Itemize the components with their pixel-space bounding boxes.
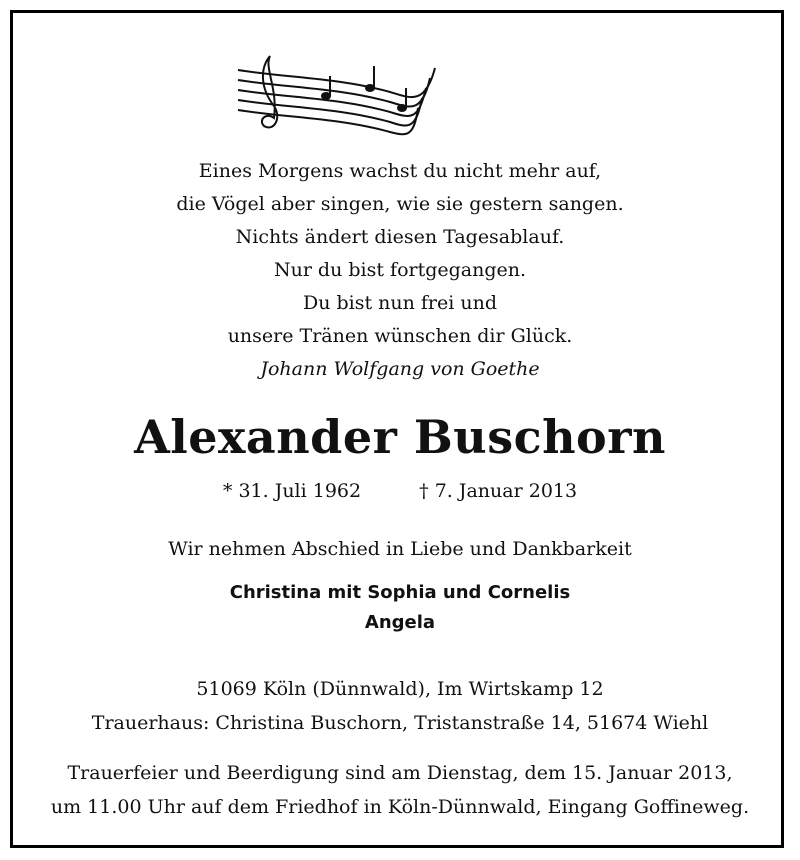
birth-date: * 31. Juli 1962 [222, 480, 362, 502]
death-date: † 7. Januar 2013 [419, 480, 578, 502]
poem-line: unsere Tränen wünschen dir Glück. [227, 325, 573, 347]
poem-line: Nichts ändert diesen Tagesablauf. [235, 226, 565, 248]
poem-author: Johann Wolfgang von Goethe [260, 358, 540, 380]
poem [0, 155, 800, 386]
family-line: Christina mit Sophia und Cornelis [229, 582, 571, 603]
poem-line: Eines Morgens wachst du nicht mehr auf, [198, 160, 602, 182]
ceremony-info [0, 756, 800, 824]
address-line: 51069 Köln (Dünnwald), Im Wirtskamp 12 [196, 678, 604, 700]
family-names [0, 578, 800, 638]
ceremony-line: um 11.00 Uhr auf dem Friedhof in Köln-Dünnwald, Eingang Goffineweg. [50, 796, 750, 818]
music-staff-icon [230, 48, 440, 144]
family-line: Angela [364, 612, 436, 633]
life-dates [0, 480, 800, 502]
poem-line: Nur du bist fortgegangen. [273, 259, 527, 281]
deceased-name: Alexander Buschorn [134, 410, 666, 464]
mourning-house-line: Trauerhaus: Christina Buschorn, Tristanstraße 14, 51674 Wiehl [91, 712, 709, 734]
poem-line: Du bist nun frei und [302, 292, 498, 314]
farewell-text: Wir nehmen Abschied in Liebe und Dankbarkeit [168, 538, 632, 560]
address-block [0, 672, 800, 740]
poem-line: die Vögel aber singen, wie sie gestern sangen. [176, 193, 624, 215]
ceremony-line: Trauerfeier und Beerdigung sind am Dienstag, dem 15. Januar 2013, [67, 762, 733, 784]
